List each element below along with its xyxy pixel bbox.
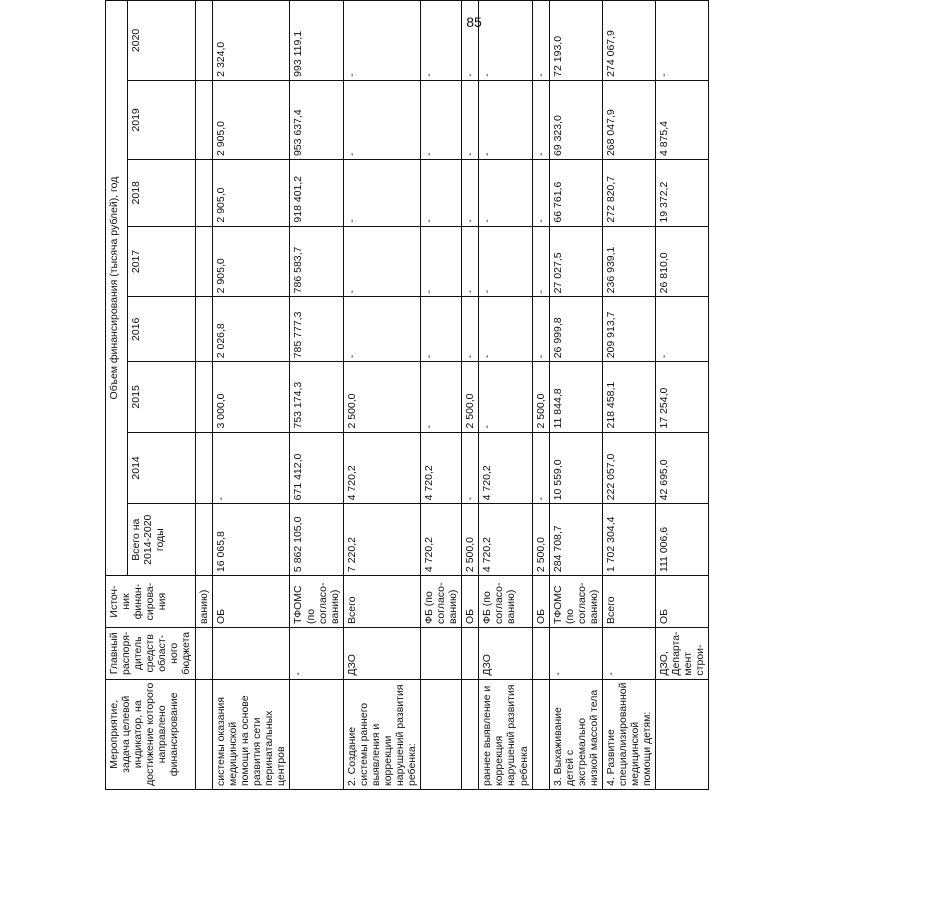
- cell-total: 1 702 304,4: [602, 504, 655, 576]
- cell-year-2018: 272 820,7: [602, 160, 655, 227]
- cell-year-2019: 268 047,9: [602, 80, 655, 159]
- header-row-1: [106, 1, 128, 790]
- cell-source: ФБ (по согласо-ванию): [479, 576, 532, 628]
- cell-year-2014: 4 720,2: [421, 432, 462, 504]
- cell-year-2017: 786 583,7: [290, 226, 343, 297]
- page-number: 85: [466, 14, 482, 30]
- cell-year-2017: 236 939,1: [602, 226, 655, 297]
- cell-year-2018: -: [479, 160, 532, 227]
- cell-year-2015: 2 500,0: [532, 362, 549, 432]
- cell-measure: 3. Выхаживание детей с экстремально низкой массой тела: [549, 679, 602, 789]
- table-row: [602, 1, 655, 790]
- cell-year-2017: [196, 226, 213, 297]
- cell-total: 5 862 105,0: [290, 504, 343, 576]
- cell-year-2018: -: [532, 160, 549, 227]
- header-year-2015: 2015: [128, 362, 196, 432]
- cell-year-2015: 218 458,1: [602, 362, 655, 432]
- cell-year-2016: -: [421, 297, 462, 362]
- cell-year-2015: [196, 362, 213, 432]
- cell-source: ТФОМС (по согласо-ванию): [290, 576, 343, 628]
- cell-year-2018: 918 401,2: [290, 160, 343, 227]
- table-row: [532, 1, 549, 790]
- cell-source: ФБ (по согласо-ванию): [421, 576, 462, 628]
- cell-year-2020: -: [479, 1, 532, 81]
- cell-source: ванию): [196, 576, 213, 628]
- header-total: Всего на 2014-2020 годы: [128, 504, 196, 576]
- cell-year-2018: [196, 160, 213, 227]
- cell-year-2020: -: [656, 1, 709, 81]
- cell-source: ОБ: [656, 576, 709, 628]
- header-year-2018: 2018: [128, 160, 196, 227]
- cell-year-2018: -: [421, 160, 462, 227]
- header-source: Источ-ник финан-сирова-ния: [106, 576, 196, 628]
- cell-year-2018: 2 905,0: [213, 160, 290, 227]
- cell-source: ОБ: [532, 576, 549, 628]
- cell-year-2017: 26 810,0: [656, 226, 709, 297]
- cell-executor: [196, 627, 213, 679]
- cell-year-2018: -: [343, 160, 420, 227]
- table-row: [479, 1, 532, 790]
- cell-year-2015: 753 174,3: [290, 362, 343, 432]
- cell-source: ОБ: [213, 576, 290, 628]
- cell-year-2014: 222 057,0: [602, 432, 655, 504]
- cell-executor: -: [549, 627, 602, 679]
- cell-year-2019: 69 323,0: [549, 80, 602, 159]
- cell-year-2016: -: [462, 297, 479, 362]
- cell-year-2020: 274 067,9: [602, 1, 655, 81]
- cell-measure: [656, 679, 709, 789]
- cell-year-2020: 72 193,0: [549, 1, 602, 81]
- header-year-2017: 2017: [128, 226, 196, 297]
- cell-year-2019: -: [462, 80, 479, 159]
- cell-year-2014: 42 695,0: [656, 432, 709, 504]
- cell-year-2015: 3 000,0: [213, 362, 290, 432]
- header-year-2019: 2019: [128, 80, 196, 159]
- cell-year-2015: 17 254,0: [656, 362, 709, 432]
- cell-source: ОБ: [462, 576, 479, 628]
- cell-year-2019: [196, 80, 213, 159]
- cell-year-2015: 2 500,0: [343, 362, 420, 432]
- cell-year-2018: 19 372,2: [656, 160, 709, 227]
- cell-year-2020: -: [343, 1, 420, 81]
- cell-year-2017: 2 905,0: [213, 226, 290, 297]
- cell-year-2019: -: [343, 80, 420, 159]
- cell-year-2019: 2 905,0: [213, 80, 290, 159]
- cell-total: [196, 504, 213, 576]
- cell-measure: системы оказания медицинской помощи на основе развития сети перинатальных центров: [213, 679, 290, 789]
- header-year-2014: 2014: [128, 432, 196, 504]
- cell-year-2016: 209 913,7: [602, 297, 655, 362]
- cell-year-2016: -: [532, 297, 549, 362]
- header-measure: Мероприятие, задача целевой индикатор, на достижение которого направлено финансирование: [106, 679, 196, 789]
- cell-year-2017: -: [462, 226, 479, 297]
- cell-total: 284 708,7: [549, 504, 602, 576]
- cell-measure: [462, 679, 479, 789]
- cell-year-2017: -: [421, 226, 462, 297]
- cell-year-2014: 4 720,2: [479, 432, 532, 504]
- cell-year-2020: -: [421, 1, 462, 81]
- cell-executor: [213, 627, 290, 679]
- cell-total: 4 720,2: [421, 504, 462, 576]
- cell-executor: [532, 627, 549, 679]
- cell-year-2019: 953 637,4: [290, 80, 343, 159]
- table-row: [196, 1, 213, 790]
- cell-measure: раннее выявление и коррекция нарушений развития ребенка: [479, 679, 532, 789]
- cell-source: Всего: [343, 576, 420, 628]
- table-row: [343, 1, 420, 790]
- cell-total: 2 500,0: [532, 504, 549, 576]
- cell-executor: ДЗО, Департа-мент строи-: [656, 627, 709, 679]
- funding-table: [105, 0, 709, 790]
- cell-year-2014: 4 720,2: [343, 432, 420, 504]
- cell-executor: ДЗО: [479, 627, 532, 679]
- cell-executor: [462, 627, 479, 679]
- cell-executor: [421, 627, 462, 679]
- cell-measure: 2. Создание системы раннего выявления и коррекции нарушений развития ребенка:: [343, 679, 420, 789]
- cell-measure: [421, 679, 462, 789]
- cell-year-2017: -: [343, 226, 420, 297]
- header-year-2020: 2020: [128, 1, 196, 81]
- header-funding-title: Объем финансирования (тысяча рублей), год: [106, 1, 128, 576]
- cell-year-2020: -: [462, 1, 479, 81]
- cell-total: 4 720,2: [479, 504, 532, 576]
- header-year-2016: 2016: [128, 297, 196, 362]
- cell-year-2014: -: [462, 432, 479, 504]
- cell-measure: [290, 679, 343, 789]
- cell-year-2016: 785 777,3: [290, 297, 343, 362]
- cell-year-2016: 2 026,8: [213, 297, 290, 362]
- cell-year-2020: [196, 1, 213, 81]
- cell-year-2014: 10 559,0: [549, 432, 602, 504]
- cell-year-2016: -: [656, 297, 709, 362]
- cell-total: 111 006,6: [656, 504, 709, 576]
- table-row: [462, 1, 479, 790]
- cell-year-2020: 2 324,0: [213, 1, 290, 81]
- cell-year-2020: 993 119,1: [290, 1, 343, 81]
- cell-year-2016: 26 999,8: [549, 297, 602, 362]
- table-row: [213, 1, 290, 790]
- cell-year-2014: [196, 432, 213, 504]
- cell-year-2017: 27 027,5: [549, 226, 602, 297]
- cell-year-2014: 671 412,0: [290, 432, 343, 504]
- table-row: [290, 1, 343, 790]
- cell-year-2016: [196, 297, 213, 362]
- cell-year-2017: -: [532, 226, 549, 297]
- cell-source: Всего: [602, 576, 655, 628]
- cell-year-2018: 66 761,6: [549, 160, 602, 227]
- cell-year-2019: -: [479, 80, 532, 159]
- cell-total: 2 500,0: [462, 504, 479, 576]
- table-row: [549, 1, 602, 790]
- header-executor: Главный распоря-дитель средств област-ного бюджета: [106, 627, 196, 679]
- cell-year-2017: -: [479, 226, 532, 297]
- cell-year-2014: -: [532, 432, 549, 504]
- cell-measure: [532, 679, 549, 789]
- cell-year-2019: -: [532, 80, 549, 159]
- cell-year-2019: 4 875,4: [656, 80, 709, 159]
- cell-year-2020: -: [532, 1, 549, 81]
- cell-year-2015: -: [479, 362, 532, 432]
- cell-year-2016: -: [343, 297, 420, 362]
- cell-year-2016: -: [479, 297, 532, 362]
- cell-total: 7 220,2: [343, 504, 420, 576]
- cell-year-2014: -: [213, 432, 290, 504]
- cell-source: ТФОМС (по согласо-ванию): [549, 576, 602, 628]
- cell-executor: -: [602, 627, 655, 679]
- cell-year-2018: -: [462, 160, 479, 227]
- table-row: [421, 1, 462, 790]
- cell-executor: ДЗО: [343, 627, 420, 679]
- table-row: [656, 1, 709, 790]
- cell-year-2015: 11 844,8: [549, 362, 602, 432]
- cell-year-2015: 2 500,0: [462, 362, 479, 432]
- cell-measure: 4. Развитие специализированной медицинской помощи детям:: [602, 679, 655, 789]
- cell-executor: -: [290, 627, 343, 679]
- cell-year-2015: -: [421, 362, 462, 432]
- cell-measure: [196, 679, 213, 789]
- cell-year-2019: -: [421, 80, 462, 159]
- cell-total: 16 065,8: [213, 504, 290, 576]
